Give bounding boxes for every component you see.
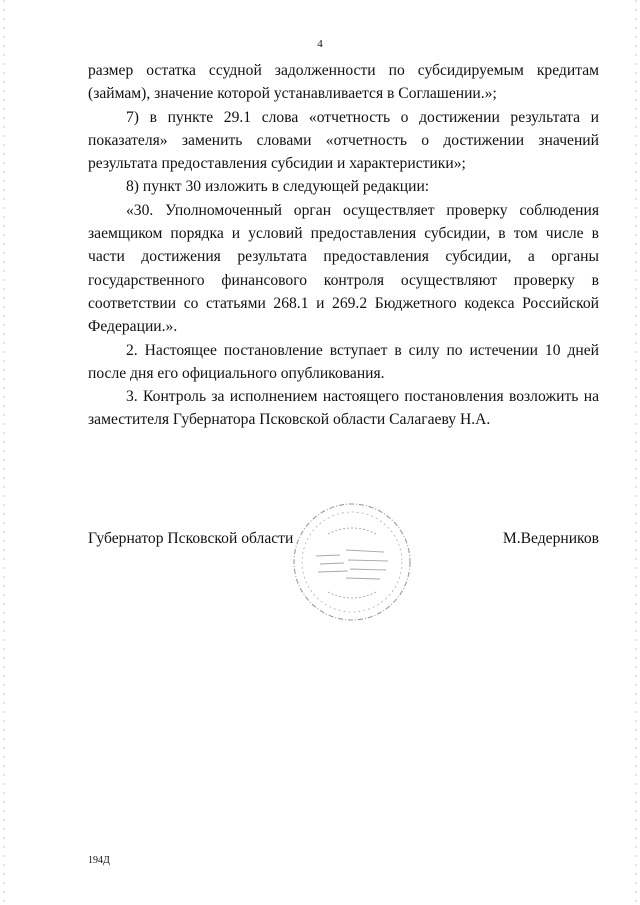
paragraph-quoted-point-30: «30. Уполномоченный орган осуществляет проверку соблюдения заемщиком порядка и условий предоставления субсидии, в том числе в части достижения результата предоставления субсидии, а органы государственного финансового контроля осуществляют проверку в соответствии со статьями 268.1 и 269.2 Бюджетного кодекса Российской Федерации.». (88, 201, 599, 336)
page-number: 4 (317, 38, 323, 50)
signature-block (88, 527, 599, 551)
document-body (88, 59, 599, 432)
paragraph-control: 3. Контроль за исполнением настоящего постановления возложить на заместителя Губернатора Псковской области Салагаеву Н.А. (88, 388, 599, 429)
signer-title: Губернатор Псковской области (88, 530, 294, 547)
signer-name: М.Ведерников (502, 530, 599, 547)
scan-edge-right (635, 0, 637, 905)
paragraph-item-7: 7) в пункте 29.1 слова «отчетность о достижении результата и показателя» заменить словами «отчетность о достижении значений результата предоставления субсидии и характеристики»; (88, 108, 599, 173)
paragraph-item-8: 8) пункт 30 изложить в следующей редакции: (126, 178, 430, 196)
scan-edge-left (3, 0, 5, 905)
paragraph-continuation: размер остатка ссудной задолженности по субсидируемым кредитам (займам), значение которой устанавливается в Соглашении.»; (88, 62, 599, 103)
official-seal-stamp (288, 498, 416, 626)
document-code: 194Д (88, 855, 110, 866)
paragraph-effective-date: 2. Настоящее постановление вступает в силу по истечении 10 дней после дня его официального опубликования. (88, 341, 599, 382)
